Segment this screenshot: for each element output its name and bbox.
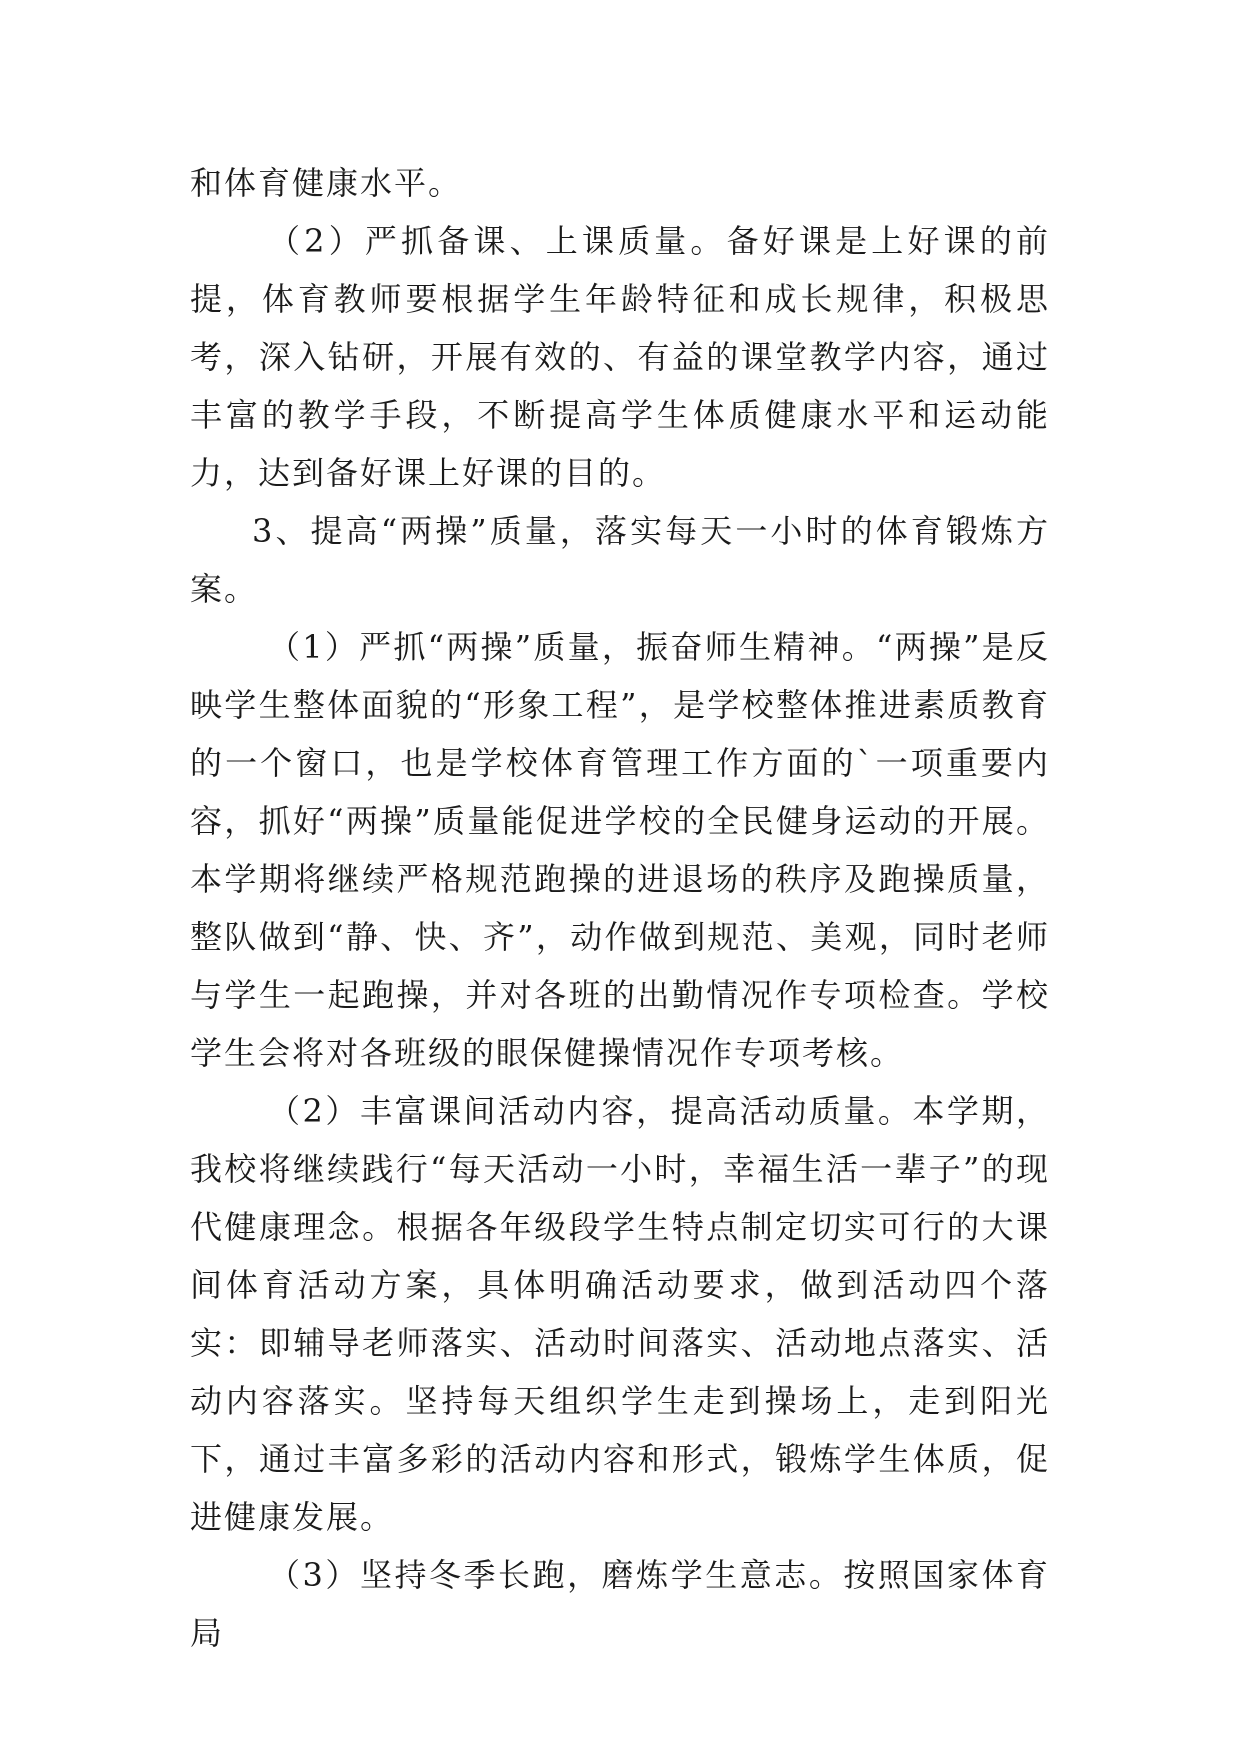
paragraph-section-3-heading: 3、提高“两操”质量，落实每天一小时的体育锻炼方案。 [190,512,1050,608]
paragraph-two-exercises: （1）严抓“两操”质量，振奋师生精神。“两操”是反映学生整体面貌的“形象工程”，是学校整体推进素质教育的一个窗口，也是学校体育管理工作方面的`一项重要内容，抓好“两操”质量能促进学校的全民健身运动的开展。本学期将继续严格规范跑操的进退场的秩序及跑操质量，整队做到“静、快、齐”，动作做到规范、美观，同时老师与学生一起跑操，并对各班的出勤情况作专项检查。学校学生会将对各班级的眼保健操情况作专项考核。 [190,628,1050,1072]
paragraph-winter-running: （3）坚持冬季长跑，磨炼学生意志。按照国家体育局 [190,1556,1050,1652]
document-body [190,154,1050,1662]
paragraph-lesson-preparation: （2）严抓备课、上课质量。备好课是上好课的前提，体育教师要根据学生年龄特征和成长规律，积极思考，深入钻研，开展有效的、有益的课堂教学内容，通过丰富的教学手段，不断提高学生体质健康水平和运动能力，达到备好课上好课的目的。 [190,222,1050,492]
paragraph-break-activities: （2）丰富课间活动内容，提高活动质量。本学期，我校将继续践行“每天活动一小时，幸福生活一辈子”的现代健康理念。根据各年级段学生特点制定切实可行的大课间体育活动方案，具体明确活动要求，做到活动四个落实：即辅导老师落实、活动时间落实、活动地点落实、活动内容落实。坚持每天组织学生走到操场上，走到阳光下，通过丰富多彩的活动内容和形式，锻炼学生体质，促进健康发展。 [190,1092,1050,1536]
paragraph-continuation: 和体育健康水平。 [190,164,463,202]
